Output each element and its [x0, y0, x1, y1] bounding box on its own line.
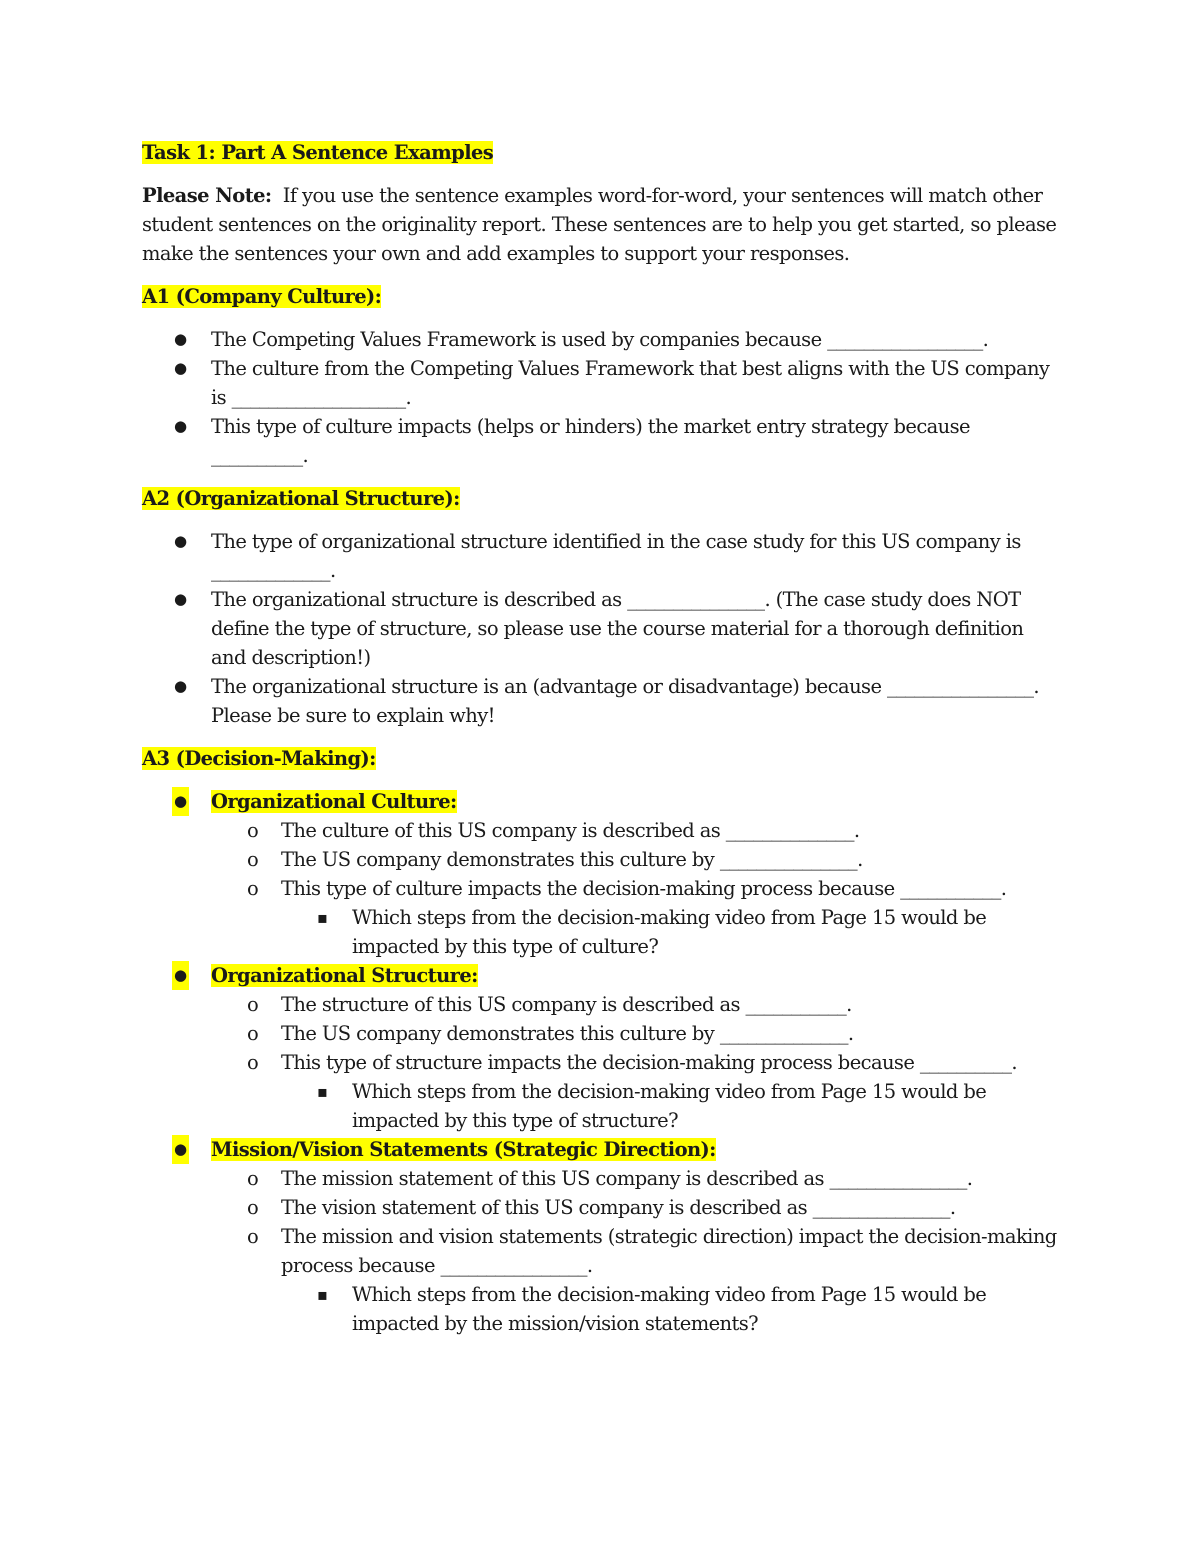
- section-a1-title: A1 (Company Culture):: [142, 285, 382, 308]
- sub-list-item: ▪ Which steps from the decision-making video from Page 15 would be impacted by this type of culture?: [281, 903, 1062, 961]
- document-page: [142, 138, 1062, 1352]
- list-item: o The US company demonstrates this culture by ______________.: [211, 1019, 1062, 1048]
- group-items: [142, 816, 1062, 961]
- list-item: [211, 1222, 1062, 1338]
- please-note-text: If you use the sentence examples word-for-word, your sentences will match other student sentences on the originality report. These sentences are to help you get started, so please make the sentences your own and add examples to support your responses.: [142, 184, 1057, 265]
- list-item: ● The type of organizational structure identified in the case study for this US company is _____________.: [142, 527, 1062, 585]
- list-item: ● The culture from the Competing Values Framework that best aligns with the US company is ___________________.: [142, 354, 1062, 412]
- section-a2-list: [142, 527, 1062, 730]
- please-note-paragraph: [142, 181, 1062, 268]
- list-item: o The structure of this US company is described as ___________.: [211, 990, 1062, 1019]
- list-item-text: The mission and vision statements (strategic direction) impact the decision-making process because ________________.: [281, 1225, 1057, 1277]
- section-a3-list: [142, 787, 1062, 1338]
- section-a1-heading: [142, 282, 1062, 311]
- list-item: ● The organizational structure is described as _______________. (The case study does NOT define the type of structure, so please use the course material for a thorough definition and description!): [142, 585, 1062, 672]
- list-item: [211, 874, 1062, 961]
- sub-list-item: ▪ Which steps from the decision-making video from Page 15 would be impacted by the mission/vision statements?: [281, 1280, 1062, 1338]
- please-note-label: Please Note:: [142, 184, 272, 207]
- list-item: ● The Competing Values Framework is used by companies because _________________.: [142, 325, 1062, 354]
- group-label: Mission/Vision Statements (Strategic Direction):: [211, 1138, 716, 1161]
- group-organizational-culture: [142, 787, 1062, 961]
- group-items: [142, 1164, 1062, 1338]
- document-title: [142, 138, 1062, 167]
- group-organizational-structure: [142, 961, 1062, 1135]
- section-a1-list: [142, 325, 1062, 470]
- group-mission-vision: [142, 1135, 1062, 1338]
- list-item-text: This type of culture impacts the decision-making process because ___________.: [281, 877, 1007, 900]
- list-item: ● The organizational structure is an (advantage or disadvantage) because ________________. Please be sure to explain why!: [142, 672, 1062, 730]
- group-items: [142, 990, 1062, 1135]
- group-label: Organizational Structure:: [211, 964, 478, 987]
- title-text: Task 1: Part A Sentence Examples: [142, 141, 494, 164]
- section-a2-title: A2 (Organizational Structure):: [142, 487, 460, 510]
- list-item-text: This type of structure impacts the decision-making process because __________.: [281, 1051, 1017, 1074]
- section-a2-heading: [142, 484, 1062, 513]
- list-item: o The mission statement of this US company is described as _______________.: [211, 1164, 1062, 1193]
- group-label: Organizational Culture:: [211, 790, 457, 813]
- list-item: ● This type of culture impacts (helps or hinders) the market entry strategy because __________.: [142, 412, 1062, 470]
- sub-items: [211, 903, 1062, 961]
- list-item: o The vision statement of this US company is described as _______________.: [211, 1193, 1062, 1222]
- section-a3-title: A3 (Decision-Making):: [142, 747, 376, 770]
- sub-list-item: ▪ Which steps from the decision-making video from Page 15 would be impacted by this type of structure?: [281, 1077, 1062, 1135]
- sub-items: [211, 1280, 1062, 1338]
- list-item: [211, 1048, 1062, 1135]
- list-item: o The US company demonstrates this culture by _______________.: [211, 845, 1062, 874]
- list-item: o The culture of this US company is described as ______________.: [211, 816, 1062, 845]
- sub-items: [211, 1077, 1062, 1135]
- section-a3-heading: [142, 744, 1062, 773]
